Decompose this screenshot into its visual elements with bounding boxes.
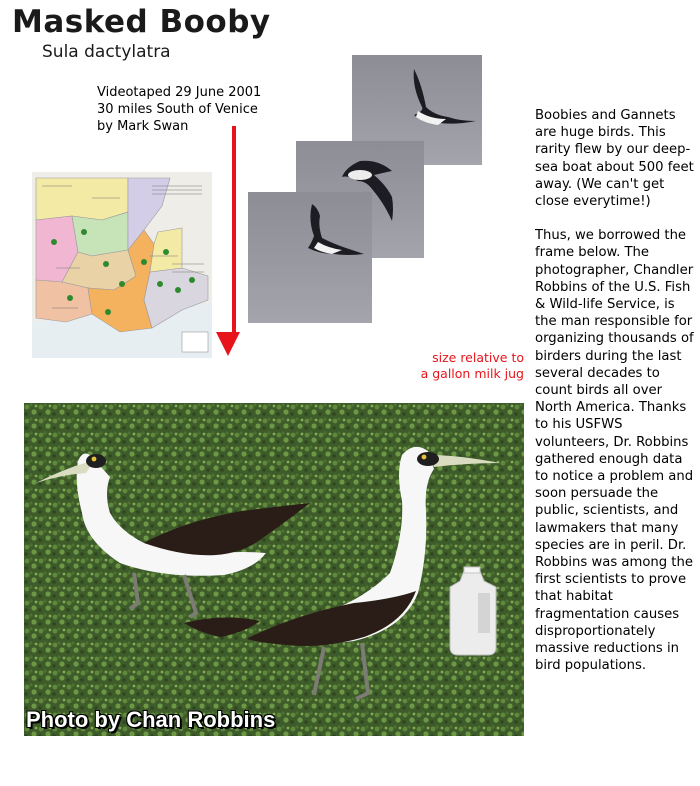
- louisiana-map-image: [32, 172, 212, 358]
- size-caption-line-2: a gallon milk jug: [420, 366, 524, 381]
- louisiana-map-graphic: [32, 172, 212, 358]
- photo-credit: Photo by Chan Robbins: [26, 707, 276, 732]
- scientific-name: Sula dactylatra: [42, 42, 171, 62]
- flying-booby-3-icon: [248, 192, 372, 323]
- video-credit: [97, 84, 261, 135]
- video-credit-location: 30 miles South of Venice: [97, 102, 258, 117]
- red-arrow-shaft: [232, 126, 236, 336]
- description-paragraph-2: Thus, we borrowed the frame below. The photographer, Chandler Robbins of the U.S. Fish & Wild-life Service, is the man responsible for organizing thousands of birders during the last several decades to count birds all over North America. Thanks to his USFWS volunteers, Dr. Robbins gathered enough data to notice a problem and soon persuade the public, scientists, and lawmakers that many species are in peril. Dr. Robbins was among the first scientists to prove that habitat fragmentation causes disproportionately massive reductions in bird populations.: [535, 228, 694, 674]
- description-text: [535, 107, 697, 692]
- size-caption-line-1: size relative to: [432, 350, 524, 365]
- booby-photo-graphic: [24, 403, 524, 736]
- red-arrow-head-icon: [216, 332, 240, 356]
- video-frame-3: [248, 192, 372, 323]
- booby-photo: [24, 403, 524, 736]
- video-credit-date: Videotaped 29 June 2001: [97, 85, 262, 100]
- page-title: Masked Booby: [12, 4, 271, 40]
- size-caption: [400, 350, 524, 382]
- video-credit-author: by Mark Swan: [97, 119, 189, 134]
- description-paragraph-1: Boobies and Gannets are huge birds. This rarity flew by our deep-sea boat about 500 feet away. (We can't get close everytime!): [535, 108, 694, 210]
